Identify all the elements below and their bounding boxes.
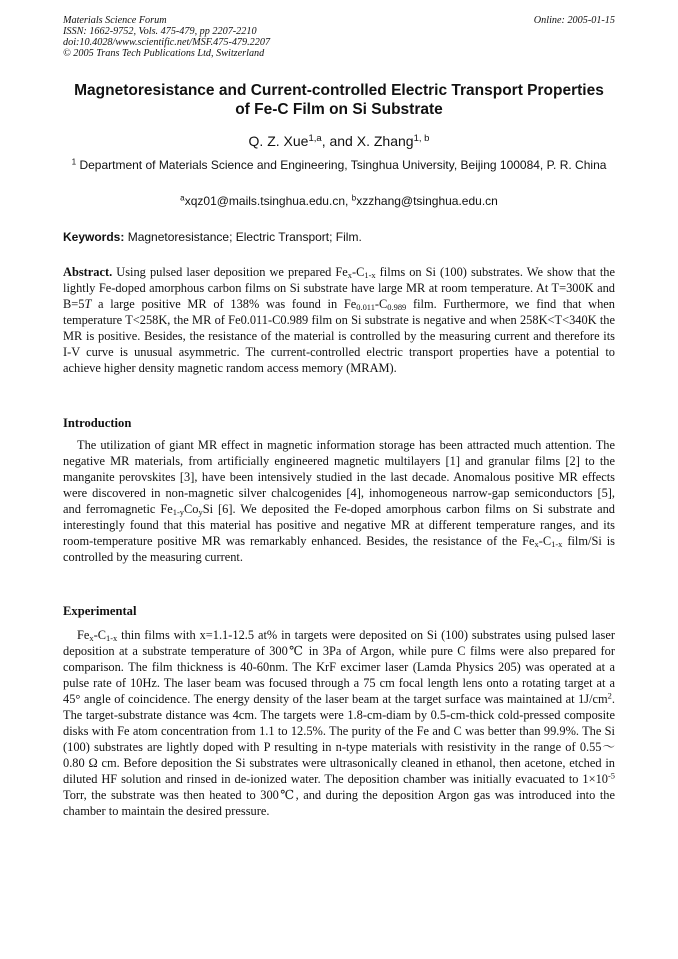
exp-sub-2: 1-x bbox=[106, 633, 118, 644]
title-line-1: Magnetoresistance and Current-controlled Electric Transport Properties bbox=[74, 82, 604, 99]
intro-text-2: Co bbox=[184, 502, 199, 516]
intro-text-3: Si [6]. We deposited the Fe-doped amorphous carbon films on Si substrate and interestingly found that this material has positive and negative MR at different temperature ranges, and its room-temperature positive MR was remarkably enhanced. Besides, the resistance of the Fe bbox=[63, 502, 616, 548]
exp-sup-2: -5 bbox=[607, 770, 615, 781]
intro-text-5: film/Si is controlled by the measuring current. bbox=[63, 534, 615, 564]
abstract-text-6: film. Furthermore, we find that when temperature T<258K, the MR of Fe0.011-C0.989 film on Si substrate is negative and when 258K<T<340K the MR is positive. Besides, the resistance of the material is controlled by the measuring current and therefore its I-V curve is unusual asymmetric. The current-controlled electric transport properties have a potential to achieve higher density magnetic random access memory (MRAM). bbox=[63, 297, 615, 375]
email-b-mark: b bbox=[351, 193, 357, 203]
intro-text-1: The utilization of giant MR effect in magnetic information storage has been attracted much attention. The negative MR materials, from artificially engineered magnetic multilayers [1] and granular films [2] to the manganite perovskites [3], have been intensively studied in the last decade. Anomalous positive MR effects were discovered in non-magnetic silver chalcogenides [4], inhomogeneous narrow-gap semiconductors [5], and ferromagnetic Fe bbox=[63, 438, 615, 516]
author-separator: , and bbox=[321, 133, 357, 149]
doi-line[interactable]: doi:10.4028/www.scientific.net/MSF.475-479.2207 bbox=[63, 37, 271, 48]
abstract-sub-1: x bbox=[347, 270, 352, 281]
introduction-heading: Introduction bbox=[63, 416, 132, 430]
keywords-text: Magnetoresistance; Electric Transport; Film. bbox=[124, 230, 362, 244]
exp-text-2: -C bbox=[93, 628, 107, 642]
author-emails bbox=[40, 193, 638, 209]
abstract-paragraph bbox=[63, 264, 615, 376]
email-separator: , bbox=[345, 194, 352, 208]
intro-sub-1: 1-y bbox=[172, 507, 185, 518]
email-a[interactable]: xqz01@mails.tsinghua.edu.cn bbox=[184, 194, 345, 208]
title-line-2: of Fe-C Film on Si Substrate bbox=[235, 101, 443, 118]
paper-title bbox=[40, 81, 638, 119]
exp-text-4: . The target-substrate distance was 4cm. The targets were 1.8-cm-diam by 0.5-cm-thick cold-pressed composite disks with Fe atom concentration from 1.1 to 12.5%. The purity of the Fe and C was better than 99.9%. The Si (100) substrates are lightly doped with P resulting in n-type materials with resistivity in the range of 0.55～0.80 Ω cm. Before deposition the Si substrates were ultrasonically cleaned in ethanol, then acetone, etched in diluted HF solution and rinsed in de-ionized water. The deposition chamber was initially evacuated to 1×10 bbox=[63, 692, 615, 786]
exp-text-3: thin films with x=1.1-12.5 at% in targets were deposited on Si (100) substrates using pulsed laser deposition at a substrate temperature of 300℃ in 3Pa of Argon, while pure C films were also prepared for comparison. The film thickness is 40-60nm. The KrF excimer laser (Lamda Physics 205) was operated at a pulse rate of 10Hz. The laser beam was focused through a 75 cm focal length lens onto a rotating target at a 45° angle of coincidence. The energy density of the laser beam at the target surface was maintained at 1J/cm bbox=[63, 628, 615, 706]
exp-sup-1: 2 bbox=[607, 690, 612, 701]
experimental-paragraph bbox=[63, 627, 615, 819]
abstract-sub-3: 0.011 bbox=[356, 302, 375, 313]
abstract-text-2: -C bbox=[352, 265, 365, 279]
keywords-label: Keywords: bbox=[63, 230, 125, 244]
affiliation-mark: 1 bbox=[71, 157, 77, 167]
affiliation bbox=[70, 157, 608, 173]
author-2: X. Zhang bbox=[356, 133, 414, 149]
intro-sub-4: 1-x bbox=[551, 539, 563, 550]
abstract-sub-2: 1-x bbox=[364, 270, 376, 281]
keywords bbox=[63, 229, 615, 245]
exp-text-1: Fe bbox=[77, 628, 90, 642]
abstract-label: Abstract. bbox=[63, 265, 113, 279]
abstract-text-3: films on Si (100) substrates. We show that the lightly Fe-doped amorphous carbon films on Si substrate have large MR at room temperature. At T=300K and B=5 bbox=[63, 265, 616, 311]
affiliation-text: Department of Materials Science and Engineering, Tsinghua University, Beijing 100084, P. R. China bbox=[76, 158, 607, 172]
abstract-italic-unit: T bbox=[84, 297, 92, 311]
online-date: Online: 2005-01-15 bbox=[533, 15, 615, 26]
email-b[interactable]: xzzhang@tsinghua.edu.cn bbox=[356, 194, 498, 208]
intro-sub-3: x bbox=[534, 539, 539, 550]
issn-line: ISSN: 1662-9752, Vols. 475-479, pp 2207-2210 bbox=[63, 26, 257, 37]
exp-text-5: Torr, the substrate was then heated to 300℃, and during the deposition Argon gas was introduced into the chamber to maintain the desired pressure. bbox=[63, 788, 615, 818]
intro-text-4: -C bbox=[538, 534, 552, 548]
author-list bbox=[40, 133, 638, 149]
journal-name: Materials Science Forum bbox=[63, 15, 167, 26]
copyright-line: © 2005 Trans Tech Publications Ltd, Switzerland bbox=[63, 48, 265, 59]
journal-header bbox=[63, 15, 615, 59]
experimental-heading: Experimental bbox=[63, 604, 137, 618]
email-a-mark: a bbox=[180, 193, 185, 203]
author-2-affil-mark: 1, b bbox=[413, 132, 430, 144]
abstract-text-5: -C bbox=[374, 297, 388, 311]
exp-sub-1: x bbox=[89, 633, 94, 644]
intro-sub-2: y bbox=[198, 507, 203, 518]
author-1-affil-mark: 1,a bbox=[308, 132, 322, 144]
abstract-sub-4: 0.989 bbox=[387, 302, 407, 313]
abstract-text-4: a large positive MR of 138% was found in Fe bbox=[91, 297, 357, 311]
introduction-paragraph bbox=[63, 437, 615, 565]
abstract-text-1: Using pulsed laser deposition we prepared Fe bbox=[112, 265, 348, 279]
author-1: Q. Z. Xue bbox=[248, 133, 309, 149]
